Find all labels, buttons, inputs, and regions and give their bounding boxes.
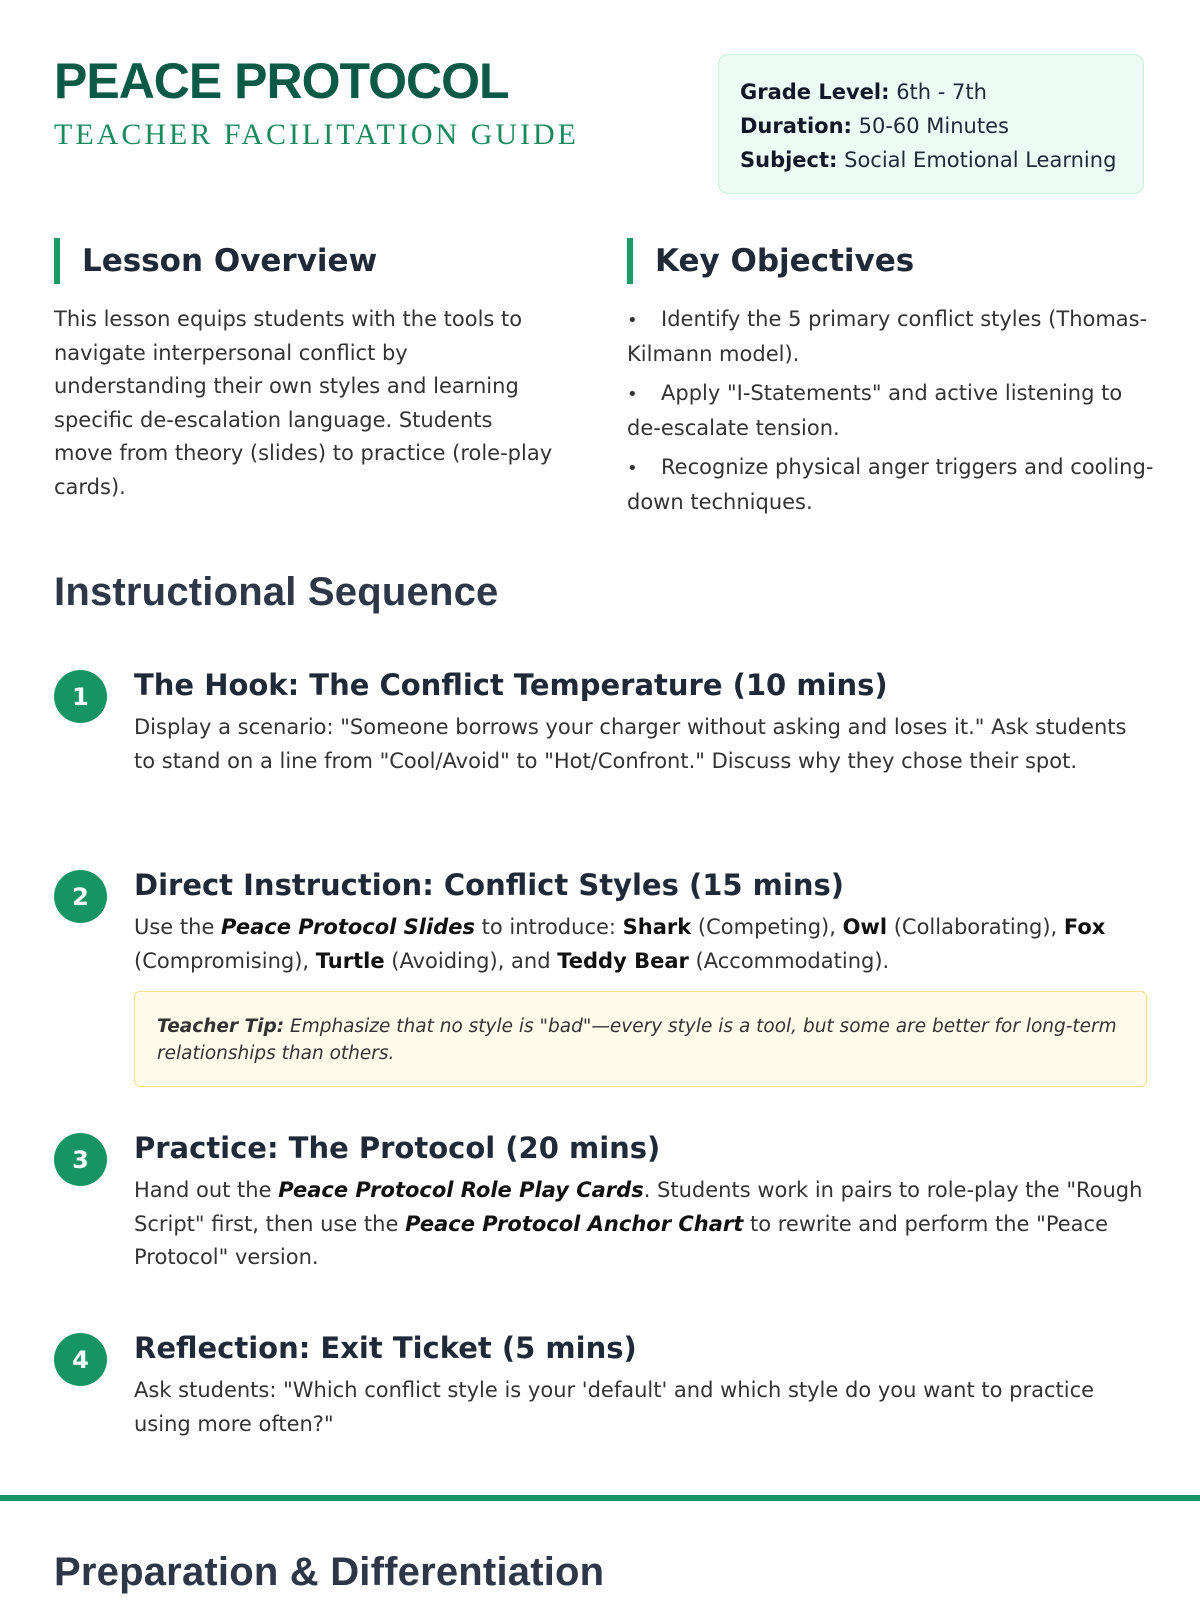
subject-value: Social Emotional Learning	[837, 148, 1117, 172]
page-subtitle: TEACHER FACILITATION GUIDE	[54, 118, 579, 151]
lesson-overview-heading: Lesson Overview	[54, 238, 377, 284]
step-title: Direct Instruction: Conflict Styles (15 mins)	[134, 868, 844, 902]
step-description: Ask students: "Which conflict style is your 'default' and which style do you want to practice using more often?"	[134, 1378, 1095, 1436]
page-title: PEACE PROTOCOL	[54, 53, 509, 109]
duration-value: 50-60 Minutes	[851, 114, 1009, 138]
style-shark: Shark	[622, 915, 692, 939]
objective-item	[627, 451, 1157, 519]
lesson-overview-text: This lesson equips students with the tools to navigate interpersonal conflict by understanding their own styles and learning specific de-escalation language. Students move from theory (slides) to practice (role-play cards).	[54, 307, 553, 499]
subject-row	[740, 143, 1143, 177]
style-fox: Fox	[1063, 915, 1106, 939]
step-description: Use the Peace Protocol Slides to introduce: Shark (Competing), Owl (Collaborating), Fox (Compromising), Turtle (Avoiding), and Teddy Bear (Accommodating).	[134, 915, 1106, 973]
bullet-icon: •	[627, 310, 638, 331]
objective-text: Apply "I-Statements" and active listening to de-escalate tension.	[627, 381, 1123, 440]
slides-resource-name: Peace Protocol Slides	[221, 915, 475, 939]
instructional-sequence-heading: Instructional Sequence	[54, 570, 499, 614]
duration-row	[740, 109, 1143, 143]
step-title: Practice: The Protocol (20 mins)	[134, 1131, 661, 1165]
step-number-badge: 1	[54, 670, 107, 723]
preparation-heading: Preparation & Differentiation	[54, 1550, 605, 1594]
grade-level-row	[740, 75, 1143, 109]
step-description: Display a scenario: "Someone borrows your charger without asking and loses it." Ask students to stand on a line from "Cool/Avoid" to "Hot/Confront." Discuss why they chose their spot.	[134, 715, 1127, 773]
step-number-badge: 4	[54, 1333, 107, 1386]
bullet-icon: •	[627, 458, 638, 479]
style-turtle: Turtle	[315, 948, 385, 973]
step-title: Reflection: Exit Ticket (5 mins)	[134, 1331, 637, 1365]
objective-text: Identify the 5 primary conflict styles (Thomas-Kilmann model).	[627, 307, 1148, 366]
key-objectives-list	[627, 303, 1157, 525]
style-owl: Owl	[842, 915, 888, 939]
subject-label: Subject:	[740, 148, 838, 172]
lesson-meta-box	[718, 54, 1144, 194]
role-play-cards-resource-name: Peace Protocol Role Play Cards	[278, 1178, 644, 1202]
objective-text: Recognize physical anger triggers and cooling-down techniques.	[627, 455, 1154, 514]
grade-level-label: Grade Level:	[740, 80, 890, 104]
bullet-icon: •	[627, 384, 638, 405]
style-teddy-bear: Teddy Bear	[557, 948, 689, 973]
teacher-tip-text: Emphasize that no style is "bad"—every style is a tool, but some are better for long-term relationships than others.	[157, 1016, 1117, 1064]
grade-level-value: 6th - 7th	[889, 80, 987, 104]
section-divider	[0, 1495, 1200, 1501]
step-title: The Hook: The Conflict Temperature (10 mins)	[134, 668, 888, 702]
objective-item	[627, 377, 1157, 445]
objective-item	[627, 303, 1157, 371]
step-number-badge: 3	[54, 1133, 107, 1186]
duration-label: Duration:	[740, 114, 852, 138]
teacher-tip-label: Teacher Tip:	[157, 1016, 285, 1037]
key-objectives-heading: Key Objectives	[627, 238, 914, 284]
teacher-tip-box	[134, 991, 1147, 1087]
step-number-badge: 2	[54, 870, 107, 923]
step-description: Hand out the Peace Protocol Role Play Cards. Students work in pairs to role-play the "Rough Script" first, then use the Peace Protocol Anchor Chart to rewrite and perform the "Peace Protocol" version.	[134, 1178, 1143, 1269]
anchor-chart-resource-name: Peace Protocol Anchor Chart	[405, 1211, 744, 1236]
